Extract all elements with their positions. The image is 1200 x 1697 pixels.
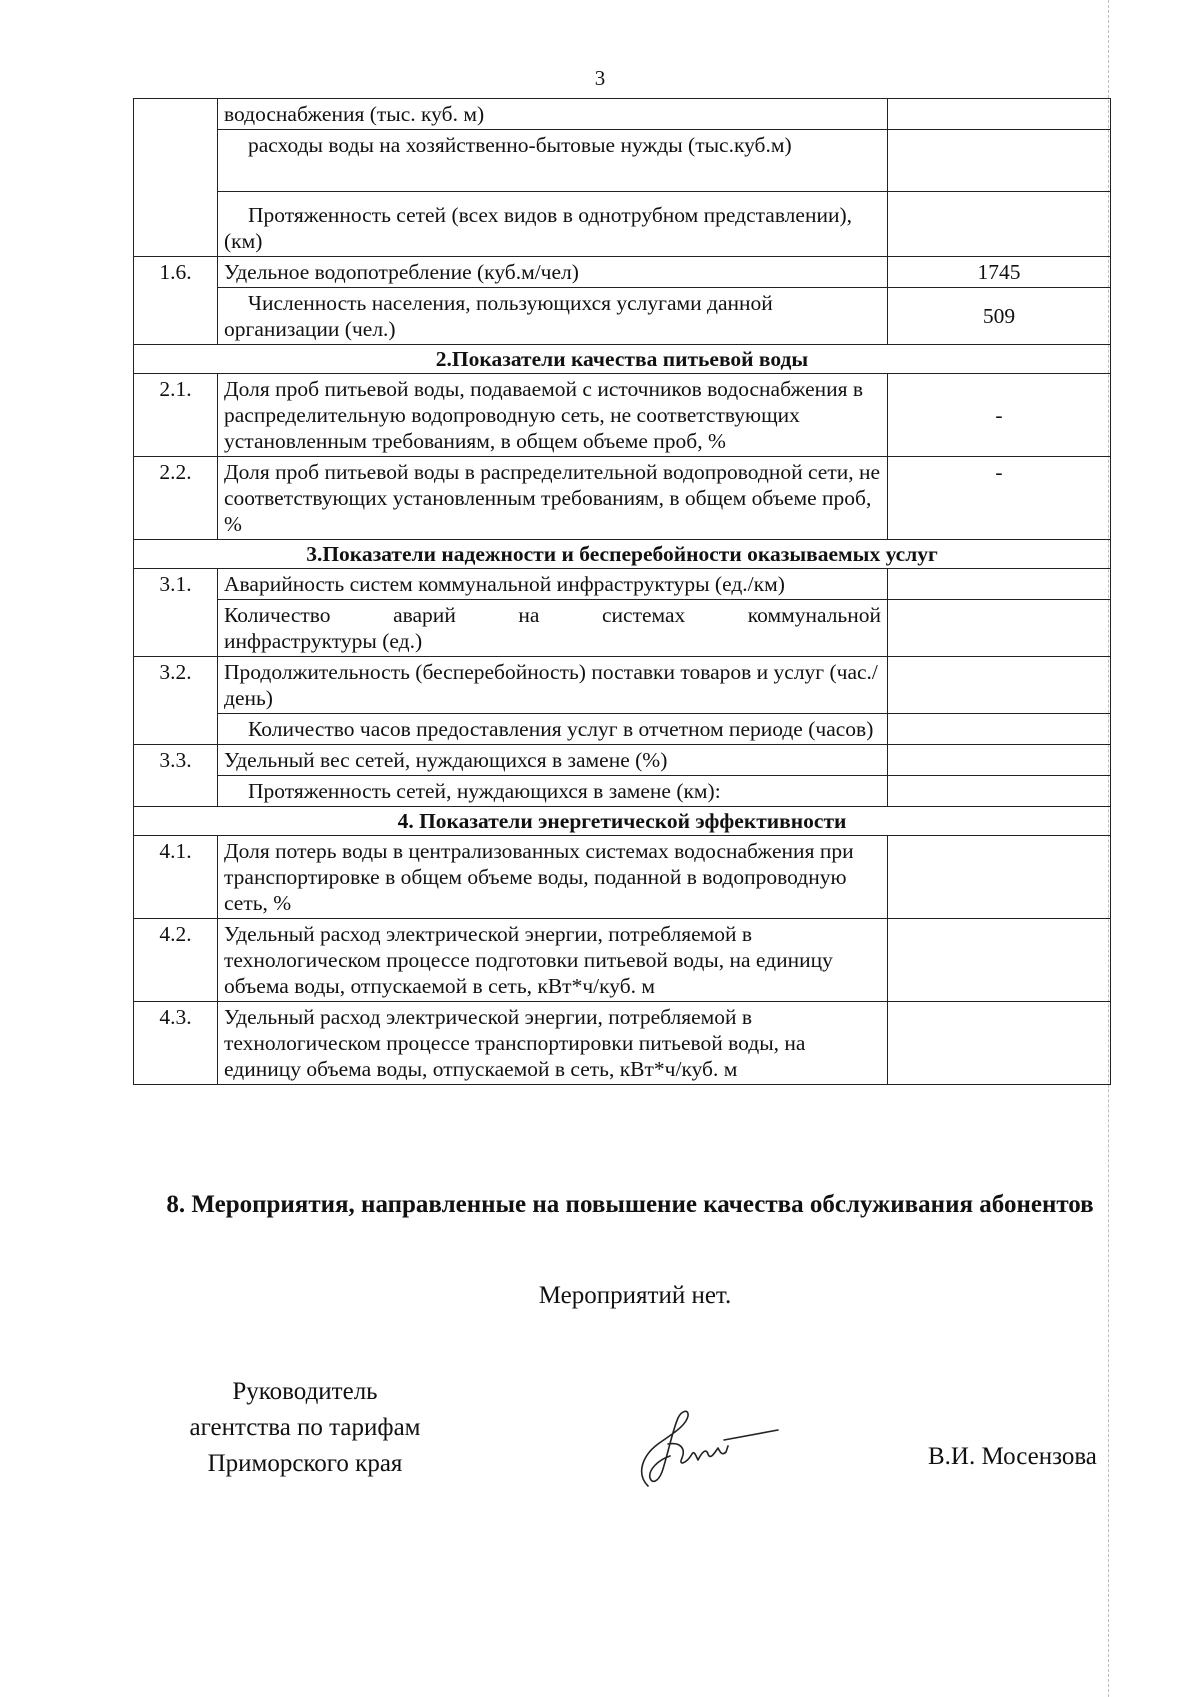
table-row — [134, 99, 1111, 130]
row-text — [218, 600, 888, 657]
table-row — [134, 257, 1111, 288]
table-row — [134, 192, 1111, 257]
table-row — [134, 288, 1111, 345]
row-value — [888, 130, 1111, 192]
row-value: 1745 — [888, 257, 1111, 288]
section-header-row — [134, 807, 1111, 836]
table-row — [134, 457, 1111, 540]
row-text: Аварийность систем коммунальной инфраструктуры (ед./км) — [218, 569, 888, 600]
handwritten-signature — [628, 1404, 788, 1494]
table-row — [134, 374, 1111, 457]
row-text: Численность населения, пользующихся услугами данной организации (чел.) — [218, 288, 888, 345]
section-8-heading: 8. Мероприятия, направленные на повышение качества обслуживания абонентов — [166, 1191, 1094, 1218]
row-value — [888, 99, 1111, 130]
row-value — [888, 600, 1111, 657]
row-text-line: инфраструктуры (ед.) — [224, 629, 423, 653]
table-row — [134, 836, 1111, 919]
row-number: 3.1. — [134, 569, 218, 657]
row-text: Протяженность сетей (всех видов в однотрубном представлении), (км) — [218, 192, 888, 257]
row-text: Доля проб питьевой воды в распределительной водопроводной сети, не соответствующих установленным требованиям, в общем объеме проб, % — [218, 457, 888, 540]
row-value — [888, 192, 1111, 257]
row-text: Удельный расход электрической энергии, потребляемой в технологическом процессе подготовки питьевой воды, на единицу объема воды, отпускаемой в сеть, кВт*ч/куб. м — [218, 919, 888, 1002]
signatory-title-line: агентства по тарифам — [189, 1414, 421, 1441]
signatory-title-line: Руководитель — [232, 1378, 378, 1405]
section-header-row — [134, 345, 1111, 374]
section-title: 3.Показатели надежности и бесперебойности оказываемых услуг — [134, 540, 1111, 569]
table-row — [134, 919, 1111, 1002]
row-value — [888, 745, 1111, 776]
row-value — [888, 919, 1111, 1002]
section-header-row — [134, 540, 1111, 569]
row-value — [888, 569, 1111, 600]
row-value — [888, 836, 1111, 919]
table-row — [134, 776, 1111, 807]
row-text: Удельное водопотребление (куб.м/чел) — [218, 257, 888, 288]
signatory-title-line: Приморского края — [207, 1450, 403, 1477]
row-text: Доля потерь воды в централизованных системах водоснабжения при транспортировке в общем объеме воды, поданной в водопроводную сеть, % — [218, 836, 888, 919]
row-text: Количество часов предоставления услуг в отчетном периоде (часов) — [218, 714, 888, 745]
row-value: 509 — [888, 288, 1111, 345]
section-8-body: Мероприятий нет. — [538, 1282, 732, 1309]
table-row — [134, 569, 1111, 600]
signatory-title — [140, 1374, 470, 1482]
row-text: Продолжительность (бесперебойность) поставки товаров и услуг (час./день) — [218, 657, 888, 714]
table-row — [134, 657, 1111, 714]
row-text: Протяженность сетей, нуждающихся в замене (км): — [218, 776, 888, 807]
row-number: 4.1. — [134, 836, 218, 919]
row-number: 4.2. — [134, 919, 218, 1002]
table-row — [134, 714, 1111, 745]
row-number: 3.2. — [134, 657, 218, 745]
row-number: 2.2. — [134, 457, 218, 540]
row-text: Удельный расход электрической энергии, потребляемой в технологическом процессе транспортировки питьевой воды, на единицу объема воды, отпускаемой в сеть, кВт*ч/куб. м — [218, 1002, 888, 1085]
row-value — [888, 776, 1111, 807]
row-value — [888, 1002, 1111, 1085]
row-text: Доля проб питьевой воды, подаваемой с источников водоснабжения в распределительную водопроводную сеть, не соответствующих установленным требованиям, в общем объеме проб, % — [218, 374, 888, 457]
table-row — [134, 600, 1111, 657]
row-text: Удельный вес сетей, нуждающихся в замене (%) — [218, 745, 888, 776]
section-title: 2.Показатели качества питьевой воды — [134, 345, 1111, 374]
row-number: 2.1. — [134, 374, 218, 457]
row-text-line: Количество аварий на системах коммунальной — [224, 603, 881, 627]
table-row — [134, 745, 1111, 776]
row-value: - — [888, 374, 1111, 457]
indicators-table — [133, 98, 1111, 1085]
signatory-name: В.И. Мосензова — [928, 1443, 1097, 1470]
row-text: расходы воды на хозяйственно-бытовые нужды (тыс.куб.м) — [218, 130, 888, 192]
row-value: - — [888, 457, 1111, 540]
section-title: 4. Показатели энергетической эффективности — [134, 807, 1111, 836]
row-number: 4.3. — [134, 1002, 218, 1085]
row-number: 1.6. — [134, 257, 218, 345]
page-number: 3 — [594, 66, 606, 90]
row-value — [888, 714, 1111, 745]
row-value — [888, 657, 1111, 714]
table-row — [134, 1002, 1111, 1085]
row-number — [134, 99, 218, 257]
row-number: 3.3. — [134, 745, 218, 807]
table-row — [134, 130, 1111, 192]
row-text: водоснабжения (тыс. куб. м) — [218, 99, 888, 130]
